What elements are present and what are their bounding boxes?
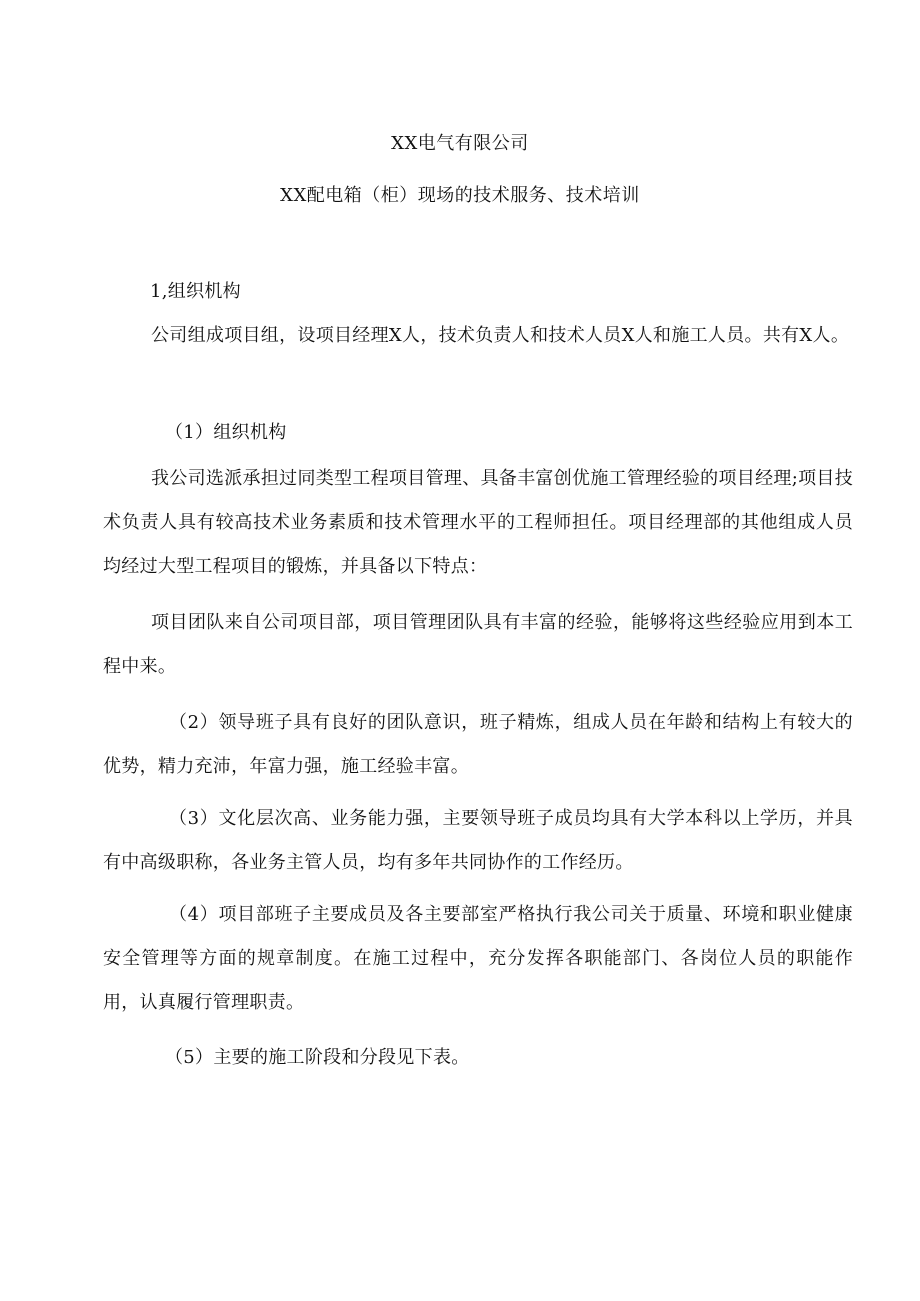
subheading-organization: （1）组织机构	[165, 422, 287, 443]
list-item-5: （5）主要的施工阶段和分段见下表。	[165, 1047, 470, 1068]
list-item-2: （2）领导班子具有良好的团队意识，班子精炼，组成人员在年龄和结构上有较大的优势，精力充沛，年富力强，施工经验丰富。	[103, 712, 853, 777]
list-item-3: （3）文化层次高、业务能力强，主要领导班子成员均具有大学本科以上学历，并具有中高级职称，各业务主管人员，均有多年共同协作的工作经历。	[103, 808, 853, 873]
section-heading: 1,组织机构	[150, 281, 241, 302]
paragraph-project-manager: 我公司选派承担过同类型工程项目管理、具备丰富创优施工管理经验的项目经理;项目技术负责人具有较高技术业务素质和技术管理水平的工程师担任。项目经理部的其他组成人员均经过大型工程项目的锻炼，并具备以下特点：	[103, 468, 853, 577]
company-title: XX电气有限公司	[391, 133, 529, 154]
document-title: XX配电箱（柜）现场的技术服务、技术培训	[280, 185, 640, 206]
paragraph-team: 项目团队来自公司项目部，项目管理团队具有丰富的经验，能够将这些经验应用到本工程中来。	[103, 612, 853, 677]
list-item-4: （4）项目部班子主要成员及各主要部室严格执行我公司关于质量、环境和职业健康安全管理等方面的规章制度。在施工过程中，充分发挥各职能部门、各岗位人员的职能作用，认真履行管理职责。	[103, 904, 853, 1013]
paragraph-organization: 公司组成项目组，设项目经理X人，技术负责人和技术人员X人和施工人员。共有X人。	[151, 325, 850, 346]
